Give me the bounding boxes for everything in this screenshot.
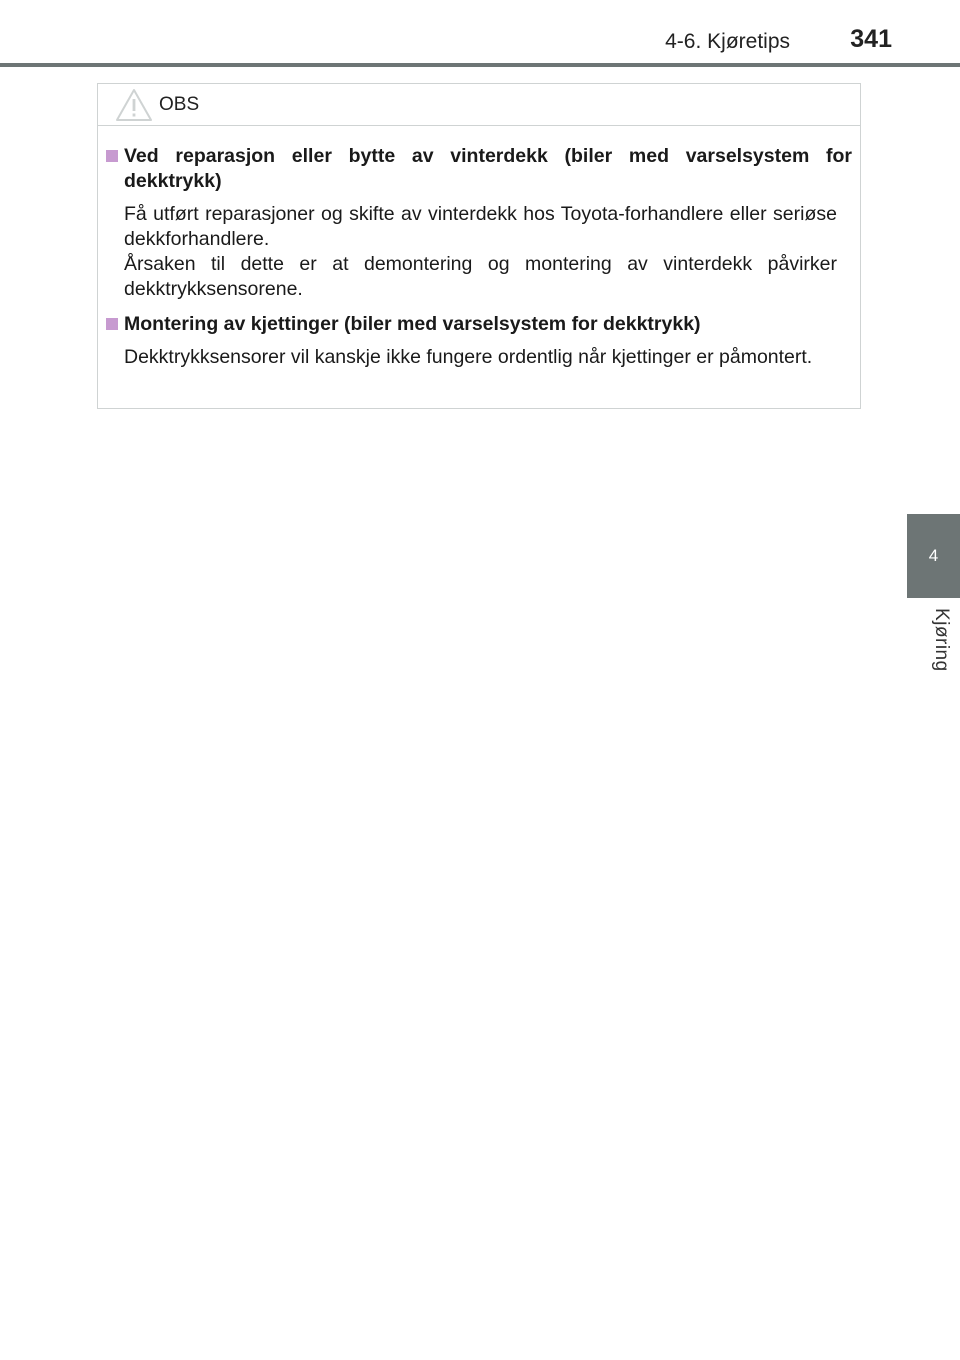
caution-item <box>106 144 852 302</box>
page-header <box>0 0 960 70</box>
caution-paragraph: Få utført reparasjoner og skifte av vinterdekk hos Toyota-forhandlere eller seriøse dekkforhandlere. <box>124 203 837 250</box>
square-bullet-icon <box>106 150 118 162</box>
square-bullet-icon <box>106 318 118 330</box>
warning-triangle-icon <box>115 88 153 122</box>
caution-paragraph: Dekktrykksensorer vil kanskje ikke fungere ordentlig når kjettinger er påmontert. <box>124 346 813 368</box>
header-rule <box>0 63 960 67</box>
caution-title: OBS <box>159 94 200 115</box>
chapter-label: Kjøring <box>931 608 952 672</box>
page-number: 341 <box>850 25 892 53</box>
caution-header <box>98 84 860 126</box>
caution-item-heading-text: Montering av kjettinger (biler med varselsystem for dekktrykk) <box>124 313 701 335</box>
caution-item <box>106 312 852 370</box>
caution-box <box>97 83 861 409</box>
caution-item-heading-text: Ved reparasjon eller bytte av vinterdekk (biler med varselsystem for dekktrykk) <box>124 145 852 192</box>
caution-item-heading <box>106 144 852 194</box>
caution-paragraph: Årsaken til dette er at demontering og montering av vinterdekk påvirker dekktrykksensorene. <box>124 253 837 300</box>
chapter-tab <box>907 514 960 598</box>
caution-item-text <box>124 202 837 302</box>
caution-item-text <box>124 345 837 370</box>
chapter-number: 4 <box>928 546 939 565</box>
caution-item-heading <box>106 312 852 337</box>
caution-body <box>98 126 860 370</box>
section-title: 4-6. Kjøretips <box>665 30 790 53</box>
